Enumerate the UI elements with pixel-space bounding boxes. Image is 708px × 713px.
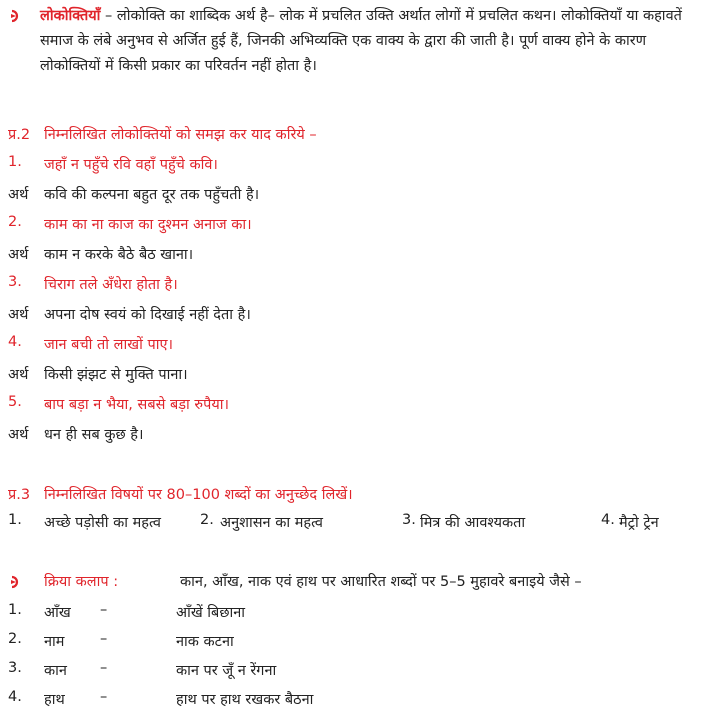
activity-instruction: कान, आँख, नाक एवं हाथ पर आधारित शब्दों पर 5–5 मुहावरे बनाइये जैसे –: [180, 574, 582, 590]
arrow-bullet-icon: [8, 9, 22, 23]
q2-meaning: धन ही सब कुछ है।: [44, 427, 144, 443]
activity-dash: –: [100, 602, 108, 618]
q2-item-number: 1.: [8, 154, 22, 170]
q2-meaning: किसी झंझट से मुक्ति पाना।: [44, 367, 188, 383]
q2-meaning: काम न करके बैठे बैठ खाना।: [44, 247, 194, 263]
activity-number: 1.: [8, 602, 22, 618]
q2-proverb: जहाँ न पहुँचे रवि वहाँ पहुँचे कवि।: [44, 157, 218, 173]
section1-paragraph: [40, 4, 705, 79]
q2-meaning: कवि की कल्पना बहुत दूर तक पहुँचती है।: [44, 187, 260, 203]
activity-number: 4.: [8, 689, 22, 705]
topic-text: मित्र की आवश्यकता: [420, 515, 526, 531]
q2-proverb: काम का ना काज का दुश्मन अनाज का।: [44, 217, 252, 233]
section1-heading: लोकोक्तियाँ: [40, 8, 101, 24]
meaning-label: अर्थ: [8, 187, 29, 203]
q3-title: निम्नलिखित विषयों पर 80–100 शब्दों का अनुच्छेद लिखें।: [44, 487, 353, 503]
activity-number: 3.: [8, 660, 22, 676]
q2-item-number: 2.: [8, 214, 22, 230]
q2-title: निम्नलिखित लोकोक्तियों को समझ कर याद करिये –: [44, 127, 317, 143]
q2-label: प्र.2: [8, 127, 31, 143]
topic-text: अच्छे पड़ोसी का महत्व: [44, 515, 161, 531]
activity-word: नाम: [44, 634, 65, 650]
meaning-label: अर्थ: [8, 247, 29, 263]
q2-item-number: 4.: [8, 334, 22, 350]
q2-proverb: बाप बड़ा न भैया, सबसे बड़ा रुपैया।: [44, 397, 229, 413]
activity-dash: –: [100, 660, 108, 676]
q2-meaning: अपना दोष स्वयं को दिखाई नहीं देता है।: [44, 307, 251, 323]
activity-idiom: कान पर जूँ न रेंगना: [176, 663, 277, 679]
arrow-bullet-icon: [8, 575, 22, 589]
topic-text: मैट्रो ट्रेन: [619, 515, 659, 531]
activity-label: क्रिया कलाप :: [44, 574, 119, 590]
meaning-label: अर्थ: [8, 427, 29, 443]
activity-idiom: आँखें बिछाना: [176, 605, 246, 621]
meaning-label: अर्थ: [8, 367, 29, 383]
activity-idiom: नाक कटना: [176, 634, 234, 650]
activity-idiom: हाथ पर हाथ रखकर बैठना: [176, 692, 314, 708]
topic-number: 4.: [601, 512, 615, 528]
activity-dash: –: [100, 689, 108, 705]
q2-proverb: जान बची तो लाखों पाए।: [44, 337, 173, 353]
activity-dash: –: [100, 631, 108, 647]
q3-label: प्र.3: [8, 487, 31, 503]
activity-word: आँख: [44, 605, 71, 621]
meaning-label: अर्थ: [8, 307, 29, 323]
section1-text: – लोकोक्ति का शाब्दिक अर्थ है– लोक में प्रचलित उक्ति अर्थात लोगों में प्रचलित कथन। लोकोक्तियाँ या कहावतें समाज के लंबे अनुभव से अर्जित हुई हैं, जिनकी अभिव्यक्ति एक वाक्य के द्वारा की जाती है। पूर्ण वाक्य होने के कारण लोकोक्तियों में किसी प्रकार का परिवर्तन नहीं होता है।: [40, 8, 682, 74]
topic-number: 3.: [402, 512, 416, 528]
topic-number: 1.: [8, 512, 22, 528]
topic-text: अनुशासन का महत्व: [220, 515, 323, 531]
activity-word: हाथ: [44, 692, 65, 708]
activity-word: कान: [44, 663, 67, 679]
activity-number: 2.: [8, 631, 22, 647]
topic-number: 2.: [200, 512, 214, 528]
q2-item-number: 3.: [8, 274, 22, 290]
q2-proverb: चिराग तले अँधेरा होता है।: [44, 277, 178, 293]
q2-item-number: 5.: [8, 394, 22, 410]
